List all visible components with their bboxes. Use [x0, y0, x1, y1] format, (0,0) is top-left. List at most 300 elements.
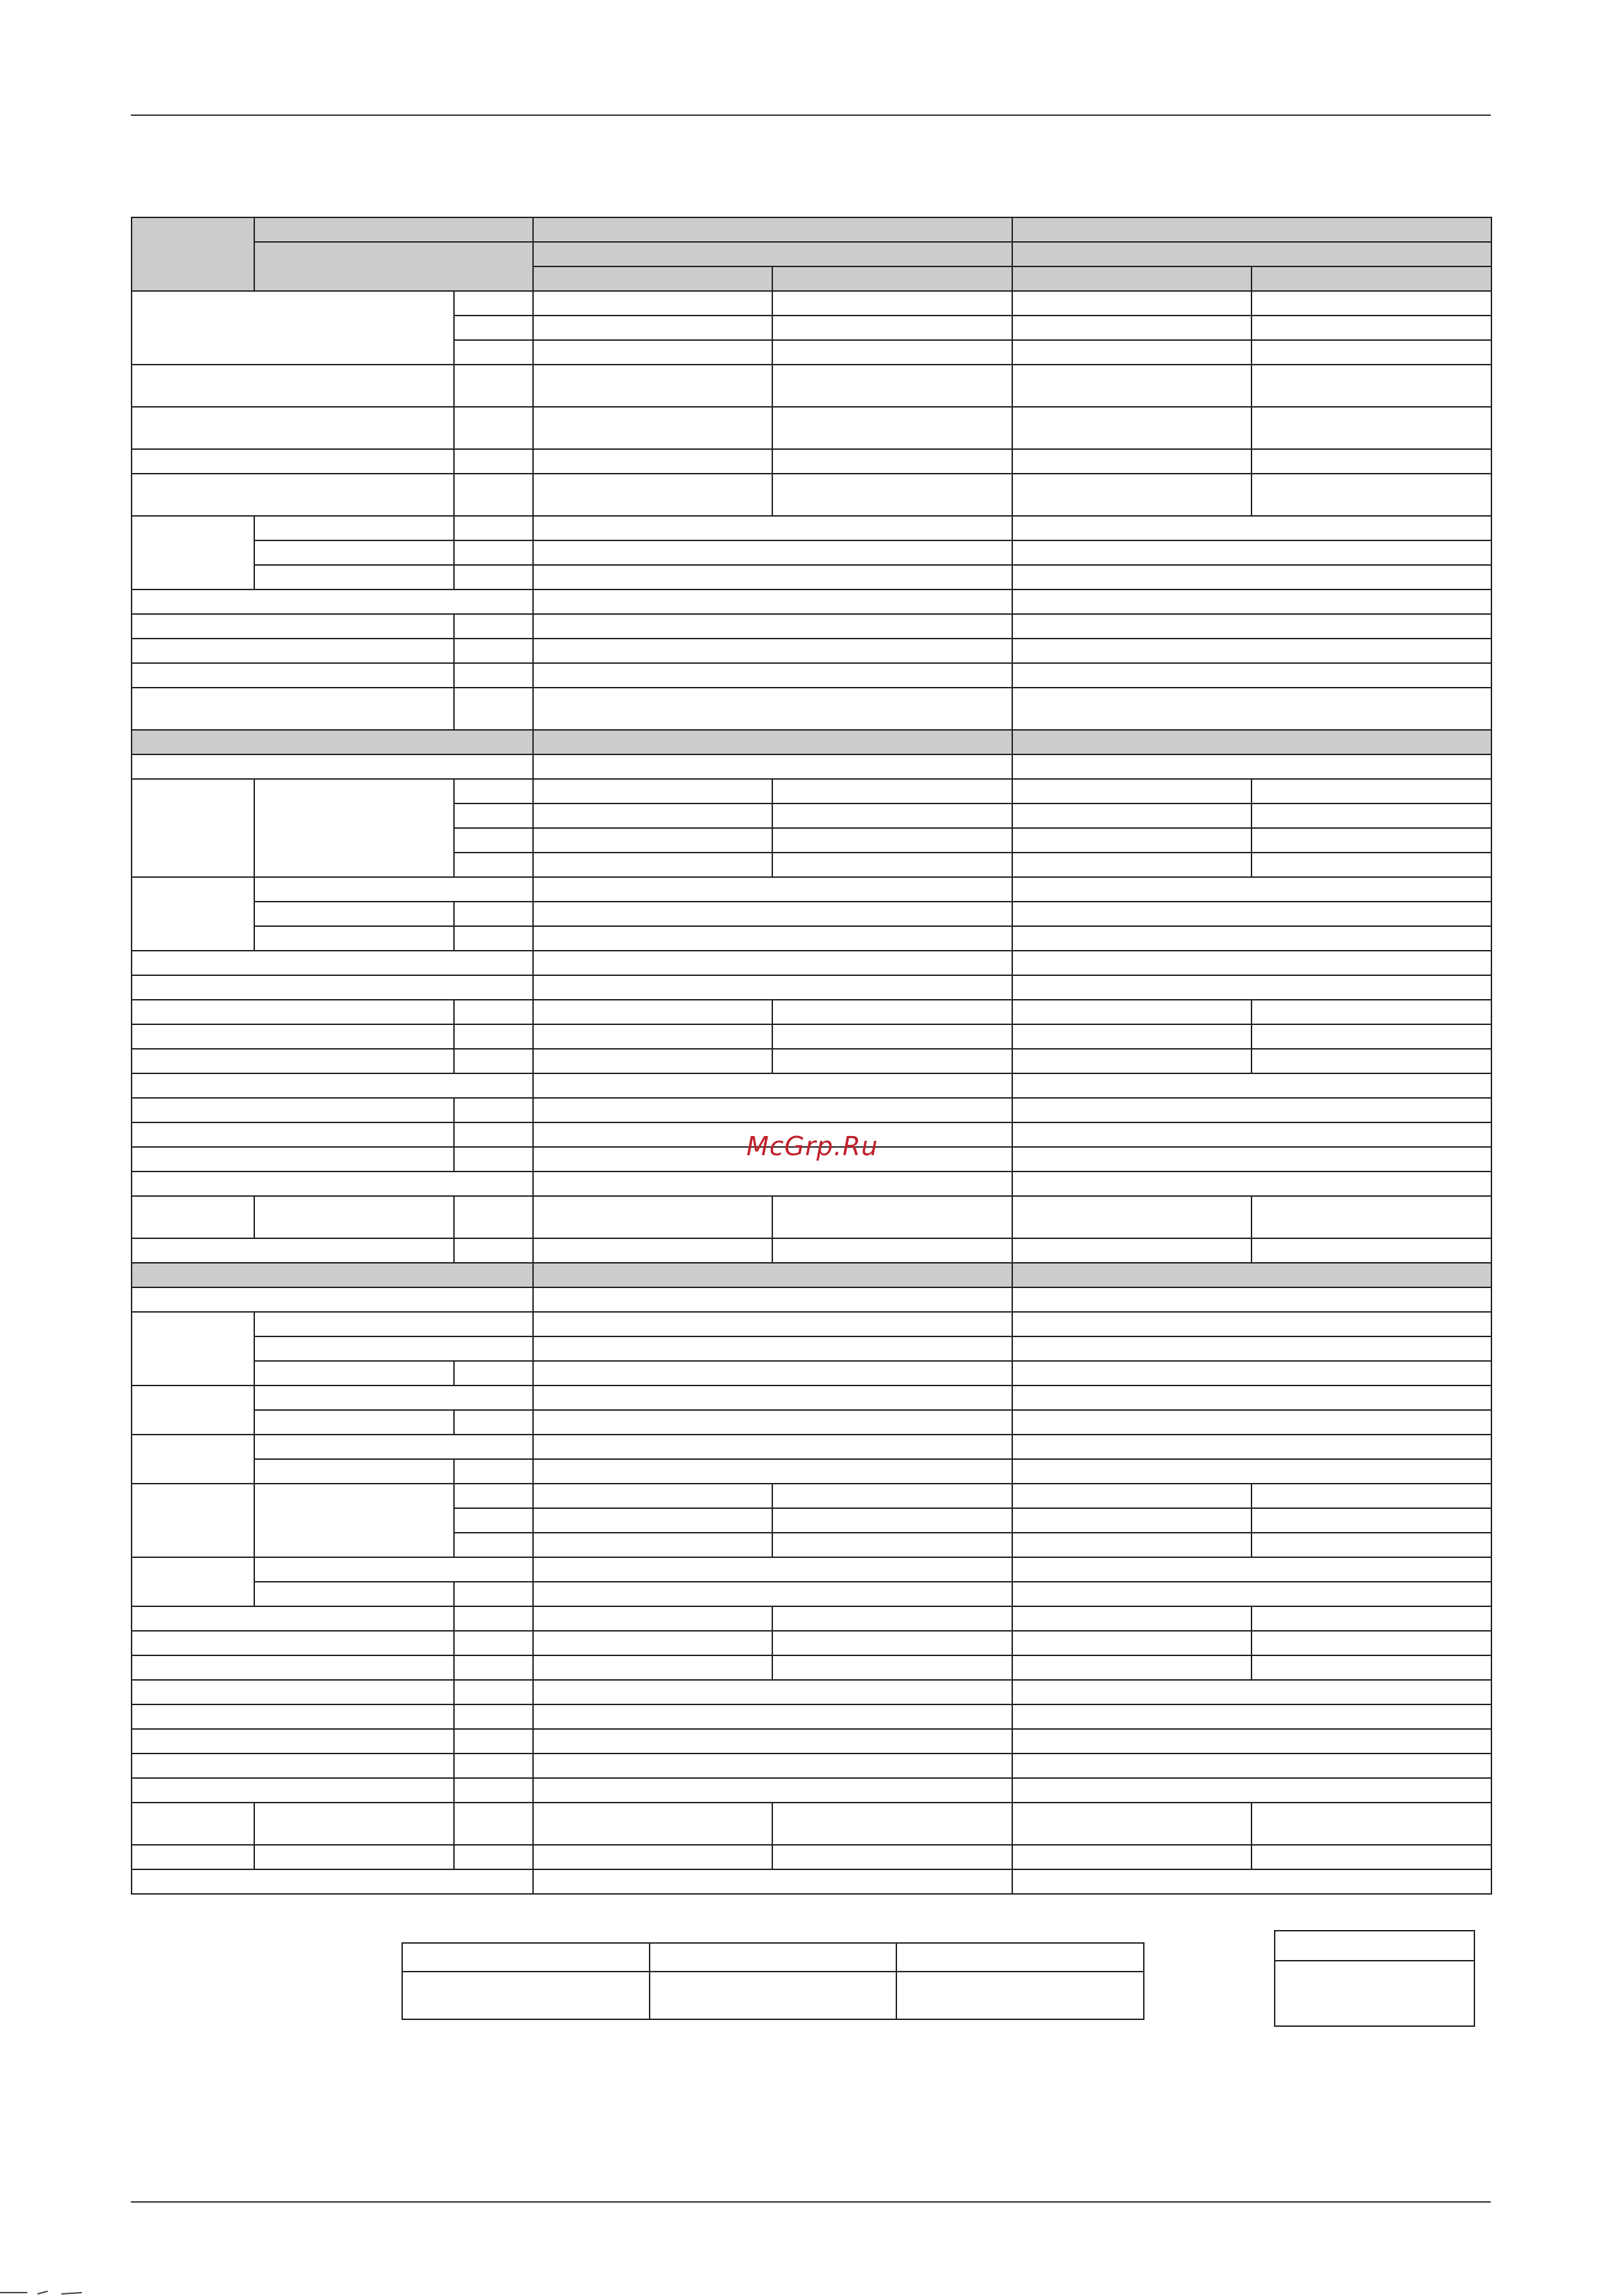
- table-cell: [454, 1533, 533, 1557]
- section-band: [132, 730, 533, 754]
- table-cell: [454, 1484, 533, 1508]
- table-cell: [533, 316, 772, 340]
- table-cell: [254, 1336, 533, 1361]
- table-cell: [132, 877, 254, 951]
- table-cell: [132, 1803, 254, 1845]
- table-cell: [1012, 779, 1252, 803]
- table-cell: [254, 902, 454, 926]
- table-cell: [454, 1122, 533, 1147]
- table-cell: [1012, 1655, 1252, 1680]
- table-cell: [533, 1754, 1012, 1778]
- table-cell: [132, 1729, 454, 1754]
- table-cell: [132, 449, 454, 474]
- table-cell: [1252, 803, 1491, 828]
- table-cell: [1012, 1459, 1491, 1484]
- table-cell: [533, 540, 1012, 565]
- table-cell: [1252, 853, 1491, 877]
- table-cell: [533, 1557, 1012, 1582]
- table-cell: [254, 540, 454, 565]
- table-cell: [533, 407, 772, 449]
- table-cell: [1252, 1655, 1491, 1680]
- table-cell: [772, 1845, 1012, 1869]
- table-cell: [533, 902, 1012, 926]
- table-cell: [1252, 291, 1491, 316]
- table-cell: [454, 1410, 533, 1435]
- header-cell: [533, 1263, 1012, 1287]
- table-cell: [533, 1606, 772, 1631]
- table-cell: [1012, 1869, 1491, 1894]
- table-cell: [1012, 291, 1252, 316]
- table-cell: [402, 1943, 650, 1972]
- table-cell: [132, 1778, 454, 1803]
- table-cell: [454, 1754, 533, 1778]
- table-cell: [533, 1410, 1012, 1435]
- table-cell: [772, 291, 1012, 316]
- table-cell: [454, 639, 533, 663]
- table-cell: [533, 516, 1012, 540]
- table-cell: [1012, 1312, 1491, 1336]
- table-cell: [1252, 1845, 1491, 1869]
- table-cell: [454, 1508, 533, 1533]
- table-cell: [132, 663, 454, 688]
- table-cell: [1012, 1073, 1491, 1098]
- table-cell: [454, 1147, 533, 1172]
- table-cell: [533, 565, 1012, 590]
- table-cell: [454, 828, 533, 853]
- table-cell: [1252, 407, 1491, 449]
- table-cell: [533, 1869, 1012, 1894]
- table-cell: [132, 1484, 254, 1557]
- table-cell: [254, 1484, 454, 1557]
- table-cell: [254, 1312, 533, 1336]
- table-cell: [1012, 1049, 1252, 1073]
- watermark-text: McGrp.Ru: [746, 1131, 879, 1161]
- table-cell: [1012, 1336, 1491, 1361]
- table-cell: [772, 316, 1012, 340]
- table-cell: [132, 639, 454, 663]
- table-cell: [772, 853, 1012, 877]
- footer-rule: [131, 2201, 1491, 2203]
- table-cell: [132, 291, 454, 365]
- table-cell: [454, 449, 533, 474]
- table-cell: [533, 1803, 772, 1845]
- table-cell: [1252, 1508, 1491, 1533]
- table-cell: [533, 754, 1012, 779]
- table-cell: [1252, 1196, 1491, 1238]
- table-cell: [132, 590, 533, 614]
- table-cell: [1012, 1631, 1252, 1655]
- table-cell: [772, 1484, 1012, 1508]
- table-cell: [454, 1655, 533, 1680]
- table-cell: [1012, 1024, 1252, 1049]
- table-cell: [132, 1000, 454, 1024]
- table-cell: [1012, 1680, 1491, 1704]
- table-cell: [533, 340, 772, 365]
- table-cell: [533, 365, 772, 407]
- table-cell: [1012, 1098, 1491, 1122]
- table-cell: [254, 565, 454, 590]
- table-cell: [454, 1704, 533, 1729]
- table-cell: [533, 1845, 772, 1869]
- table-cell: [533, 1238, 772, 1263]
- table-cell: [132, 1631, 454, 1655]
- header-cell: [1012, 1263, 1491, 1287]
- table-cell: [132, 365, 454, 407]
- header-cell: [1012, 242, 1491, 266]
- table-cell: [896, 1972, 1144, 2019]
- table-cell: [1252, 1000, 1491, 1024]
- table-cell: [533, 1582, 1012, 1606]
- table-cell: [533, 1000, 772, 1024]
- table-cell: [454, 540, 533, 565]
- table-cell: [1012, 1606, 1252, 1631]
- table-cell: [454, 1196, 533, 1238]
- table-cell: [454, 779, 533, 803]
- table-cell: [1012, 1386, 1491, 1410]
- table-cell: [1012, 1754, 1491, 1778]
- table-cell: [132, 1098, 454, 1122]
- table-cell: [1012, 1361, 1491, 1386]
- table-cell: [454, 688, 533, 730]
- table-cell: [1012, 565, 1491, 590]
- table-cell: [454, 663, 533, 688]
- table-cell: [1012, 1147, 1491, 1172]
- table-cell: [1252, 474, 1491, 516]
- table-cell: [254, 926, 454, 951]
- table-cell: [533, 1729, 1012, 1754]
- table-cell: [132, 1680, 454, 1704]
- table-cell: [254, 1557, 533, 1582]
- table-cell: [772, 1533, 1012, 1557]
- table-cell: [454, 1778, 533, 1803]
- table-cell: [132, 614, 454, 639]
- table-cell: [132, 1606, 454, 1631]
- table-cell: [454, 926, 533, 951]
- table-cell: [1012, 1845, 1252, 1869]
- table-cell: [533, 1361, 1012, 1386]
- table-cell: [1012, 1778, 1491, 1803]
- table-cell: [1012, 1803, 1252, 1845]
- table-cell: [454, 1024, 533, 1049]
- table-cell: [1012, 828, 1252, 853]
- table-cell: [1252, 316, 1491, 340]
- table-cell: [1252, 1533, 1491, 1557]
- table-cell: [1012, 754, 1491, 779]
- table-cell: [1012, 926, 1491, 951]
- table-cell: [454, 803, 533, 828]
- table-cell: [454, 316, 533, 340]
- table-cell: [533, 1484, 772, 1508]
- header-cell: [533, 217, 1012, 242]
- table-cell: [1012, 474, 1252, 516]
- header-cell: [533, 242, 1012, 266]
- table-cell: [132, 1287, 533, 1312]
- table-cell: [454, 291, 533, 316]
- table-cell: [533, 1435, 1012, 1459]
- table-cell: [533, 1655, 772, 1680]
- table-cell: [254, 1410, 454, 1435]
- table-cell: [132, 1435, 254, 1484]
- table-cell: [254, 877, 533, 902]
- table-cell: [1252, 1024, 1491, 1049]
- specification-table: [131, 217, 1492, 1895]
- table-cell: [1252, 779, 1491, 803]
- table-cell: [254, 1845, 454, 1869]
- table-cell: [1012, 1582, 1491, 1606]
- table-cell: [454, 1606, 533, 1631]
- header-cell: [772, 266, 1012, 291]
- table-cell: [533, 1459, 1012, 1484]
- table-cell: [454, 853, 533, 877]
- table-cell: [533, 803, 772, 828]
- table-cell: [1252, 449, 1491, 474]
- table-cell: [454, 902, 533, 926]
- table-cell: [454, 365, 533, 407]
- table-cell: [533, 1704, 1012, 1729]
- table-cell: [533, 291, 772, 316]
- table-cell: [1275, 1961, 1474, 2026]
- table-cell: [454, 1680, 533, 1704]
- table-cell: [650, 1943, 896, 1972]
- header-cell: [533, 266, 772, 291]
- table-cell: [132, 1386, 254, 1435]
- table-cell: [132, 474, 454, 516]
- table-cell: [533, 1508, 772, 1533]
- table-cell: [772, 1508, 1012, 1533]
- table-cell: [533, 614, 1012, 639]
- table-cell: [1012, 340, 1252, 365]
- table-cell: [454, 407, 533, 449]
- header-cell: [254, 217, 533, 242]
- table-cell: [454, 1845, 533, 1869]
- table-cell: [772, 474, 1012, 516]
- table-cell: [132, 1049, 454, 1073]
- table-cell: [1012, 975, 1491, 1000]
- table-cell: [254, 1196, 454, 1238]
- table-cell: [1012, 1287, 1491, 1312]
- table-cell: [132, 1122, 454, 1147]
- table-cell: [132, 1312, 254, 1386]
- header-cell: [533, 730, 1012, 754]
- table-cell: [454, 1459, 533, 1484]
- table-cell: [1012, 663, 1491, 688]
- table-cell: [132, 1024, 454, 1049]
- table-cell: [772, 779, 1012, 803]
- table-cell: [1252, 828, 1491, 853]
- table-cell: [454, 1238, 533, 1263]
- table-cell: [1012, 853, 1252, 877]
- table-cell: [1275, 1931, 1474, 1961]
- table-cell: [1012, 516, 1491, 540]
- table-cell: [533, 1098, 1012, 1122]
- table-cell: [454, 516, 533, 540]
- table-cell: [254, 1386, 533, 1410]
- table-cell: [772, 1196, 1012, 1238]
- table-cell: [402, 1972, 650, 2019]
- table-cell: [533, 1631, 772, 1655]
- table-cell: [533, 1312, 1012, 1336]
- table-cell: [533, 449, 772, 474]
- table-cell: [772, 449, 1012, 474]
- corner-mark: [0, 2283, 89, 2296]
- table-cell: [1012, 407, 1252, 449]
- header-cell: [1252, 266, 1491, 291]
- table-cell: [1252, 365, 1491, 407]
- table-cell: [1012, 590, 1491, 614]
- table-cell: [533, 853, 772, 877]
- table-cell: [1252, 1606, 1491, 1631]
- table-cell: [132, 1238, 454, 1263]
- table-cell: [254, 1435, 533, 1459]
- table-cell: [1252, 340, 1491, 365]
- table-cell: [533, 688, 1012, 730]
- table-cell: [454, 474, 533, 516]
- table-cell: [132, 1147, 454, 1172]
- table-cell: [1252, 1484, 1491, 1508]
- table-cell: [132, 1196, 254, 1238]
- table-cell: [132, 1869, 533, 1894]
- table-cell: [1012, 1238, 1252, 1263]
- table-cell: [454, 1631, 533, 1655]
- table-cell: [533, 474, 772, 516]
- footnote-table: [401, 1942, 1144, 2020]
- table-cell: [772, 1655, 1012, 1680]
- table-cell: [454, 340, 533, 365]
- table-cell: [132, 1704, 454, 1729]
- table-cell: [132, 975, 533, 1000]
- table-cell: [1012, 1122, 1491, 1147]
- table-cell: [1252, 1631, 1491, 1655]
- table-cell: [772, 1024, 1012, 1049]
- table-cell: [132, 1073, 533, 1098]
- table-cell: [896, 1943, 1144, 1972]
- table-cell: [533, 877, 1012, 902]
- table-cell: [1012, 1000, 1252, 1024]
- table-cell: [772, 1631, 1012, 1655]
- table-cell: [1012, 1704, 1491, 1729]
- table-cell: [772, 1049, 1012, 1073]
- table-cell: [1012, 316, 1252, 340]
- table-cell: [1252, 1803, 1491, 1845]
- table-cell: [1012, 1196, 1252, 1238]
- table-cell: [1012, 1508, 1252, 1533]
- table-cell: [254, 1459, 454, 1484]
- table-cell: [533, 1287, 1012, 1312]
- table-cell: [533, 975, 1012, 1000]
- table-cell: [454, 1582, 533, 1606]
- table-cell: [1012, 639, 1491, 663]
- table-cell: [254, 1361, 454, 1386]
- table-cell: [1012, 688, 1491, 730]
- table-cell: [454, 565, 533, 590]
- table-cell: [772, 803, 1012, 828]
- table-cell: [254, 1803, 454, 1845]
- table-cell: [533, 926, 1012, 951]
- header-cell: [1012, 217, 1491, 242]
- header-cell: [1012, 730, 1491, 754]
- table-cell: [1012, 365, 1252, 407]
- table-cell: [254, 1582, 454, 1606]
- table-cell: [533, 663, 1012, 688]
- table-cell: [772, 1000, 1012, 1024]
- table-cell: [533, 1778, 1012, 1803]
- table-cell: [454, 1098, 533, 1122]
- table-cell: [454, 1049, 533, 1073]
- table-cell: [1012, 803, 1252, 828]
- section-band: [132, 1263, 533, 1287]
- table-cell: [772, 407, 1012, 449]
- table-cell: [533, 1172, 1012, 1196]
- table-cell: [132, 1655, 454, 1680]
- table-cell: [772, 1803, 1012, 1845]
- table-cell: [533, 779, 772, 803]
- table-cell: [1012, 902, 1491, 926]
- table-cell: [1252, 1238, 1491, 1263]
- table-cell: [1012, 951, 1491, 975]
- table-cell: [1012, 1533, 1252, 1557]
- table-cell: [132, 516, 254, 590]
- table-cell: [533, 828, 772, 853]
- table-cell: [254, 779, 454, 877]
- table-cell: [254, 516, 454, 540]
- table-cell: [1012, 1729, 1491, 1754]
- table-cell: [533, 951, 1012, 975]
- table-cell: [454, 614, 533, 639]
- table-cell: [454, 1729, 533, 1754]
- header-cell: [254, 242, 533, 291]
- table-cell: [533, 1196, 772, 1238]
- table-cell: [1012, 614, 1491, 639]
- header-rule: [131, 114, 1491, 116]
- table-cell: [533, 1386, 1012, 1410]
- table-cell: [1012, 1410, 1491, 1435]
- header-cell: [132, 217, 254, 291]
- table-cell: [533, 1073, 1012, 1098]
- table-cell: [132, 779, 254, 877]
- table-cell: [772, 1606, 1012, 1631]
- table-cell: [1012, 877, 1491, 902]
- table-cell: [132, 754, 533, 779]
- table-cell: [132, 1754, 454, 1778]
- table-cell: [1012, 1557, 1491, 1582]
- table-cell: [772, 340, 1012, 365]
- table-cell: [132, 951, 533, 975]
- table-cell: [650, 1972, 896, 2019]
- header-cell: [1012, 266, 1252, 291]
- table-cell: [132, 688, 454, 730]
- table-cell: [1012, 1172, 1491, 1196]
- table-cell: [533, 1680, 1012, 1704]
- table-cell: [454, 1803, 533, 1845]
- table-cell: [1012, 449, 1252, 474]
- table-cell: [1012, 1435, 1491, 1459]
- table-cell: [1252, 1049, 1491, 1073]
- table-cell: [533, 1533, 772, 1557]
- table-cell: [132, 1557, 254, 1606]
- table-cell: [533, 1049, 772, 1073]
- table-cell: [454, 1000, 533, 1024]
- table-cell: [533, 639, 1012, 663]
- table-cell: [533, 1336, 1012, 1361]
- table-cell: [772, 365, 1012, 407]
- table-cell: [772, 1238, 1012, 1263]
- table-cell: [1012, 1484, 1252, 1508]
- table-cell: [132, 1845, 254, 1869]
- table-cell: [454, 1361, 533, 1386]
- table-cell: [772, 828, 1012, 853]
- table-cell: [533, 590, 1012, 614]
- table-cell: [132, 1172, 533, 1196]
